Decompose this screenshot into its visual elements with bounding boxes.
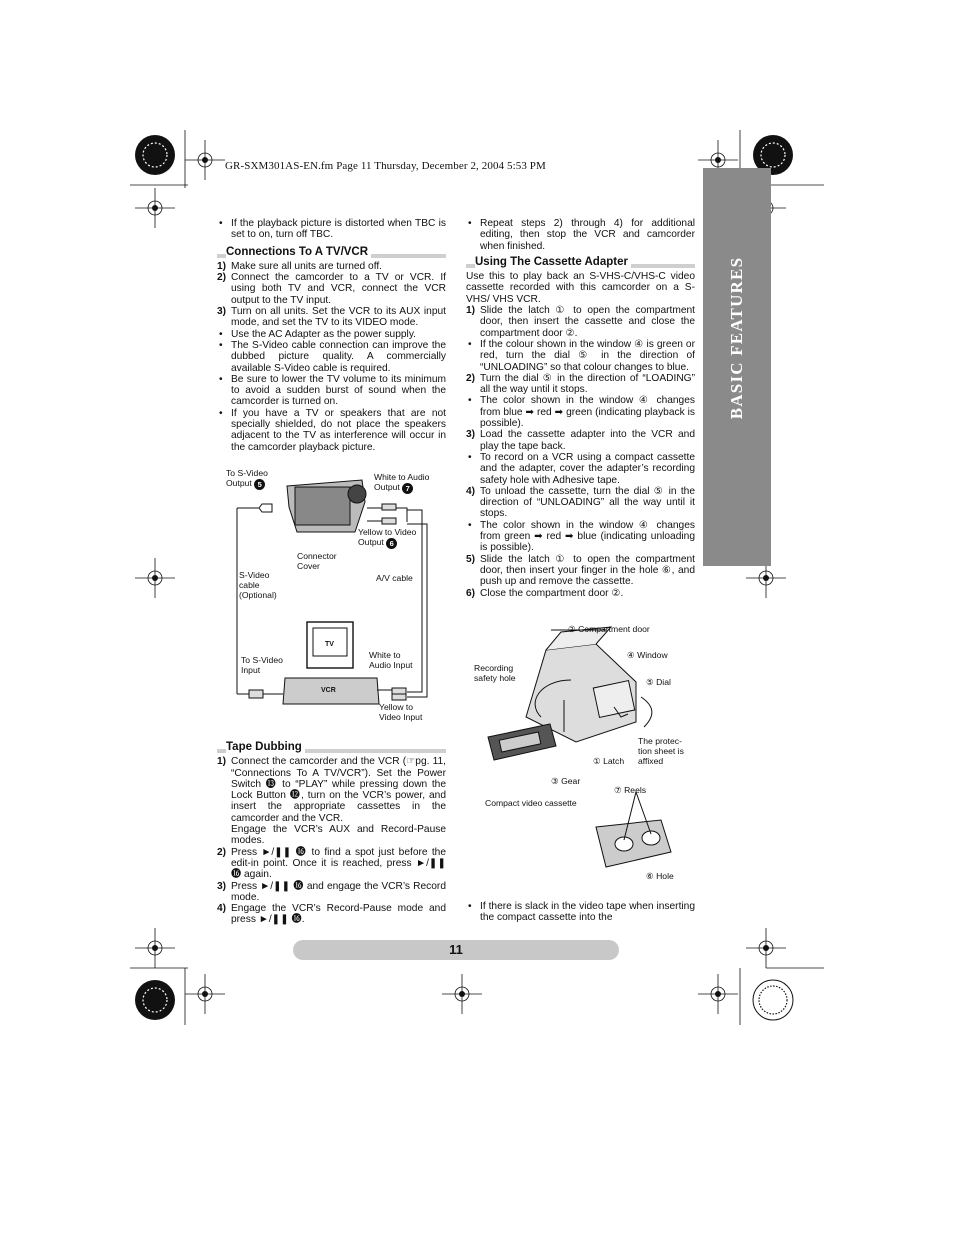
label-av-cable: A/V cable — [376, 573, 413, 583]
label-dial: ⑤ Dial — [646, 677, 671, 687]
step-text: Slide the latch ① to open the compartment door, then insert your finger in the hole ⑥, and push up and remove the cassette. — [480, 553, 695, 588]
dubbing-step — [217, 756, 446, 824]
label-gear: ③ Gear — [551, 776, 581, 786]
step-text: Press ►/❚❚ ⓰ to find a spot just before the edit-in point. Once it is reached, press ►/❚❚ ⓰ again. — [231, 846, 446, 881]
step-number: 2) — [217, 272, 227, 284]
step-number: 6) — [466, 587, 476, 599]
adapter-step — [466, 554, 695, 588]
left-column-top — [217, 218, 446, 453]
label-protection-sheet: The protec- tion sheet is affixed — [638, 736, 684, 766]
label-vcr: VCR — [321, 687, 336, 694]
dubbing-step — [217, 903, 446, 926]
label-to-svideo-input: To S-Video Input — [241, 655, 283, 675]
connection-step — [217, 261, 446, 272]
connection-note: • If you have a TV or speakers that are not specially shielded, do not place the speakers adjacent to the TV as interference will occur in the camcorder playback picture. — [217, 408, 446, 453]
adapter-intro: Use this to play back an S-VHS-C/VHS-C video cassette recorded with this camcorder on a S-VHS/ VHS VCR. — [466, 271, 695, 305]
label-recording-safety-hole: Recording safety hole — [474, 663, 516, 683]
adapter-step — [466, 429, 695, 452]
label-compact-video-cassette: Compact video cassette — [485, 798, 577, 808]
adapter-step — [466, 373, 695, 396]
dubbing-step — [217, 847, 446, 881]
connection-note: • Be sure to lower the TV volume to its minimum to avoid a sudden burst of sound when the camcorder is turned on. — [217, 374, 446, 408]
step-number: 2) — [217, 846, 227, 858]
print-header: GR-SXM301AS-EN.fm Page 11 Thursday, December 2, 2004 5:53 PM — [225, 160, 546, 172]
step-text: Turn on all units. Set the VCR to its AUX input mode, and set the TV to its VIDEO mode. — [231, 306, 446, 329]
section-heading-connections: Connections To A TV/VCR — [217, 247, 446, 258]
label-reels: ⑦ Reels — [614, 785, 647, 795]
left-column-bottom — [217, 739, 446, 926]
step-text: Turn the dial ⑤ in the direction of “LOADING” all the way until it stops. — [480, 372, 695, 396]
label-latch: ① Latch — [593, 756, 625, 766]
step-text: Engage the VCR’s Record-Pause mode and press ►/❚❚ ⓰. — [231, 903, 446, 926]
label-white-audio-output: White to Audio Output 7 — [374, 472, 430, 493]
label-yellow-video-input: Yellow to Video Input — [379, 702, 423, 722]
repeat-steps-note: • Repeat steps 2) through 4) for additional editing, then stop the VCR and camcorder when finished. — [466, 218, 695, 252]
step-number: 5) — [466, 553, 476, 565]
right-column-tail — [466, 901, 695, 924]
right-column — [466, 218, 695, 599]
adapter-step — [466, 588, 695, 599]
adapter-note: • To record on a VCR using a compact cassette and the adapter, cover the adapter’s recording safety hole with Adhesive tape. — [466, 452, 695, 486]
step-text: Engage the VCR’s AUX and Record-Pause modes. — [231, 824, 446, 847]
dubbing-step — [217, 824, 446, 847]
step-number: 4) — [217, 903, 227, 915]
step-text: To unload the cassette, turn the dial ⑤ in the direction of “UNLOADING” all the way until it stops. — [480, 485, 695, 520]
slack-note: • If there is slack in the video tape when inserting the compact cassette into the — [466, 901, 695, 924]
page-number: 11 — [449, 942, 463, 957]
connection-note: • Use the AC Adapter as the power supply. — [217, 329, 446, 340]
section-heading-tape-dubbing: Tape Dubbing — [217, 742, 446, 753]
step-text: Connect the camcorder to a TV or VCR. If using both TV and VCR, connect the VCR output to the TV input. — [231, 272, 446, 306]
section-heading-cassette-adapter: Using The Cassette Adapter — [466, 257, 695, 268]
connection-step — [217, 272, 446, 306]
tbc-note: • If the playback picture is distorted when TBC is set to on, turn off TBC. — [217, 218, 446, 241]
label-svideo-cable: S-Video cable (Optional) — [239, 570, 277, 600]
step-text: Make sure all units are turned off. — [231, 260, 383, 272]
adapter-note: • The color shown in the window ④ changes from green ➡ red ➡ blue (indicating unloading is possible). — [466, 520, 695, 554]
step-number: 4) — [466, 485, 476, 497]
label-white-audio-input: White to Audio Input — [369, 650, 413, 670]
adapter-note: • If the colour shown in the window ④ is green or red, turn the dial ⑤ in the direction of “UNLOADING” so that colour changes to blue. — [466, 339, 695, 373]
adapter-step — [466, 486, 695, 520]
connection-diagram — [217, 462, 446, 732]
dubbing-step — [217, 881, 446, 904]
label-window: ④ Window — [627, 650, 668, 660]
step-number: 3) — [466, 429, 476, 441]
label-to-svideo-output: To S-Video Output 5 — [226, 468, 268, 489]
section-side-tab — [703, 168, 771, 566]
label-hole: ⑥ Hole — [646, 871, 674, 881]
label-compartment-door: ② Compartment door — [568, 624, 650, 634]
connection-step — [217, 306, 446, 329]
cassette-adapter-diagram — [466, 622, 695, 892]
step-number: 3) — [217, 880, 227, 892]
step-number: 1) — [217, 756, 227, 768]
step-text: Load the cassette adapter into the VCR and play the tape back. — [480, 429, 695, 452]
step-number: 2) — [466, 372, 476, 384]
step-text: Slide the latch ① to open the compartment door, then insert the cassette and close the compartment door ②. — [480, 305, 695, 339]
step-text: Press ►/❚❚ ⓰ and engage the VCR’s Record mode. — [231, 880, 446, 903]
adapter-note: • The color shown in the window ④ changes from blue ➡ red ➡ green (indicating playback is possible). — [466, 395, 695, 429]
label-tv: TV — [325, 641, 334, 648]
adapter-step — [466, 305, 695, 339]
connection-note: • The S-Video cable connection can improve the dubbed picture quality. A commercially available S-Video cable is required. — [217, 340, 446, 374]
step-text: Connect the camcorder and the VCR (☞pg. 11, “Connections To A TV/VCR”). Set the Power Switch ⓭ to “PLAY” while pressing down the Lock Button ⓬, turn on the VCR’s power, and insert the appropriate cassettes in the camcorder and the VCR. — [231, 756, 446, 824]
step-number: 1) — [466, 305, 476, 317]
label-yellow-video-output: Yellow to Video Output 6 — [358, 527, 417, 548]
step-number: 1) — [217, 260, 227, 272]
step-number: 3) — [217, 306, 227, 318]
side-tab-label: BASIC FEATURES — [727, 256, 746, 420]
label-connector-cover: Connector Cover — [297, 551, 337, 571]
step-text: Close the compartment door ②. — [480, 587, 624, 599]
